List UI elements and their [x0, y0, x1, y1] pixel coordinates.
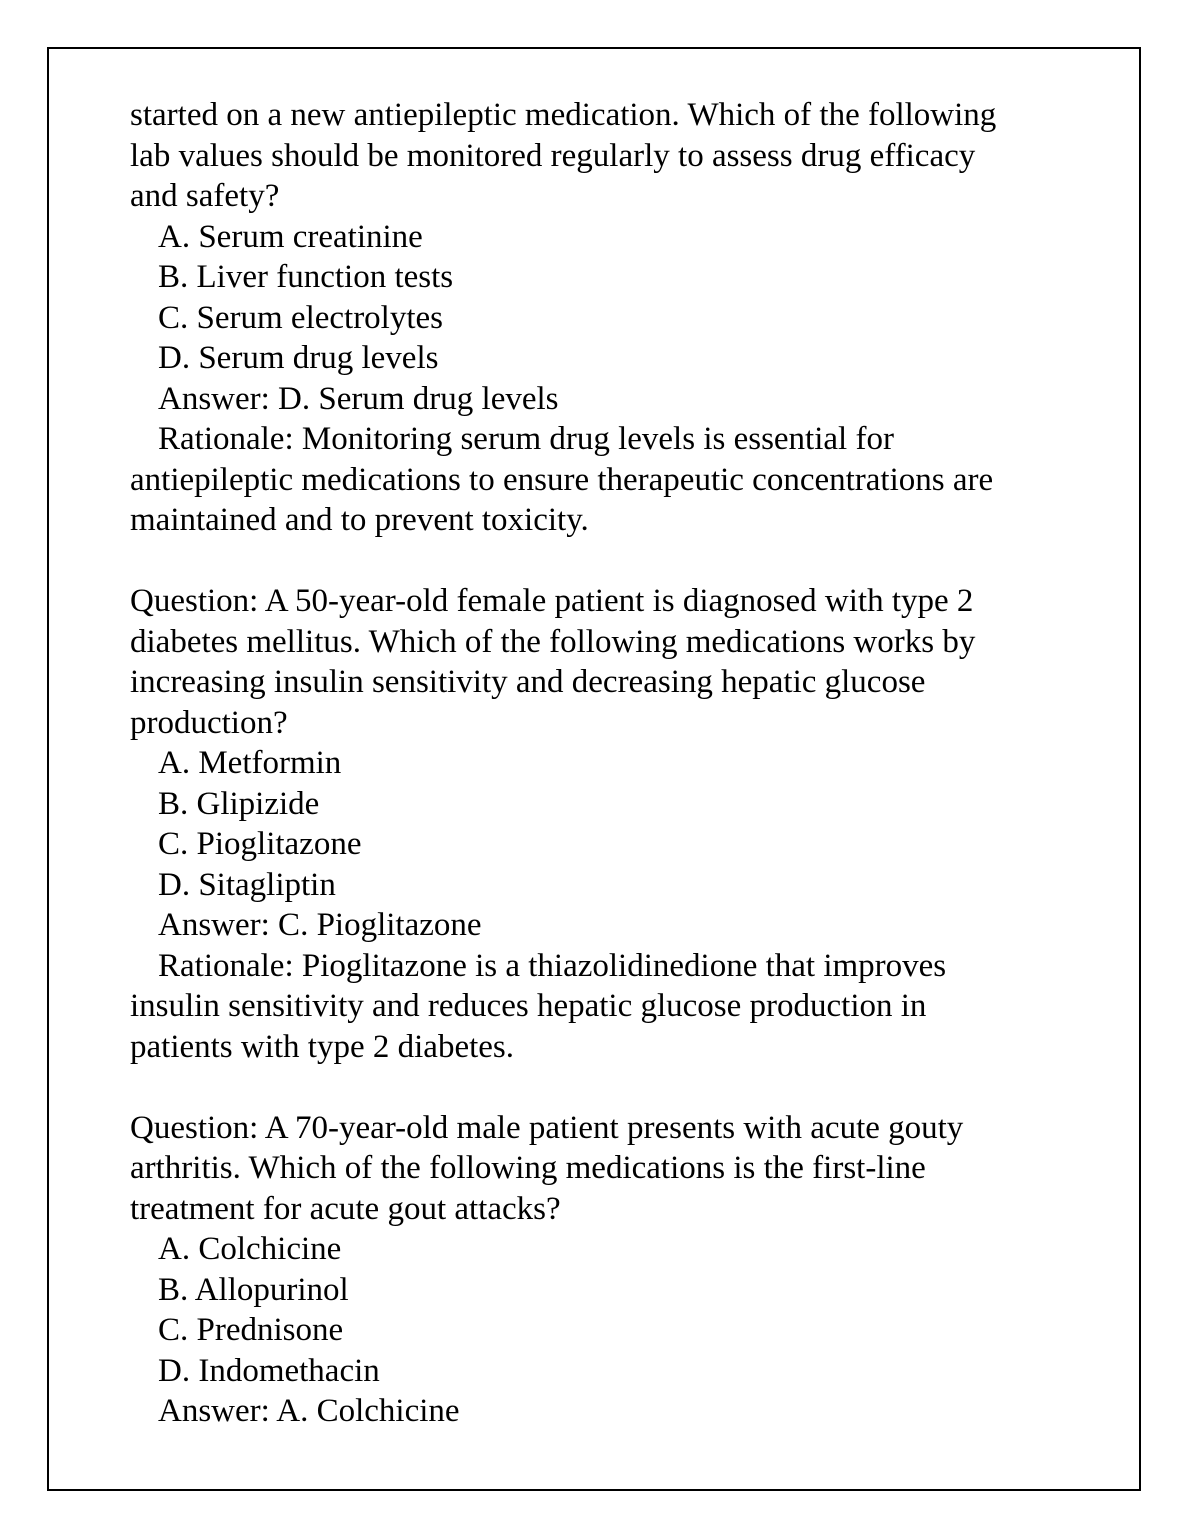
question-text-line: Question: A 50-year-old female patient is diagnosed with type 2 — [130, 583, 974, 619]
question-text-line: Question: A 70-year-old male patient presents with acute gouty — [130, 1109, 964, 1146]
option-c: C. Serum electrolytes — [158, 299, 444, 336]
rationale-line: maintained and to prevent toxicity. — [130, 502, 589, 538]
option-d: D. Serum drug levels — [158, 340, 439, 376]
option-b: B. Glipizide — [158, 785, 320, 822]
rationale-line: insulin sensitivity and reduces hepatic glucose production in — [130, 988, 927, 1024]
option-b: B. Liver function tests — [158, 259, 454, 295]
option-d: D. Sitagliptin — [158, 866, 336, 903]
question-text-line: production? — [130, 704, 288, 741]
option-d: D. Indomethacin — [158, 1352, 380, 1389]
answer-line: Answer: D. Serum drug levels — [158, 380, 559, 417]
question-block-1 — [130, 95, 1090, 541]
question-text-line: treatment for acute gout attacks? — [130, 1190, 561, 1227]
question-text-line: increasing insulin sensitivity and decreasing hepatic glucose — [130, 664, 926, 700]
question-text-line: and safety? — [130, 178, 280, 214]
rationale-line: antiepileptic medications to ensure therapeutic concentrations are — [130, 461, 994, 498]
question-text-line: arthritis. Which of the following medications is the first-line — [130, 1150, 926, 1186]
option-c: C. Prednisone — [158, 1312, 344, 1348]
question-text-line: diabetes mellitus. Which of the following medications works by — [130, 623, 976, 660]
question-block-3 — [130, 1108, 1090, 1432]
question-block-2 — [130, 581, 1090, 1067]
option-a: A. Metformin — [158, 745, 342, 781]
option-b: B. Allopurinol — [158, 1271, 349, 1308]
option-a: A. Serum creatinine — [158, 218, 423, 255]
option-c: C. Pioglitazone — [158, 826, 362, 862]
rationale-line: Rationale: Monitoring serum drug levels is essential for — [158, 421, 894, 457]
paragraph-gap — [130, 541, 1090, 582]
question-text-line: started on a new antiepileptic medication. Which of the following — [130, 97, 997, 133]
option-a: A. Colchicine — [158, 1231, 342, 1267]
answer-line: Answer: A. Colchicine — [158, 1393, 460, 1429]
paragraph-gap — [130, 1067, 1090, 1108]
document-body — [130, 95, 1090, 1432]
answer-line: Answer: C. Pioglitazone — [158, 907, 482, 943]
question-text-line: lab values should be monitored regularly to assess drug efficacy — [130, 137, 976, 174]
rationale-line: Rationale: Pioglitazone is a thiazolidinedione that improves — [158, 947, 947, 984]
rationale-line: patients with type 2 diabetes. — [130, 1028, 514, 1065]
